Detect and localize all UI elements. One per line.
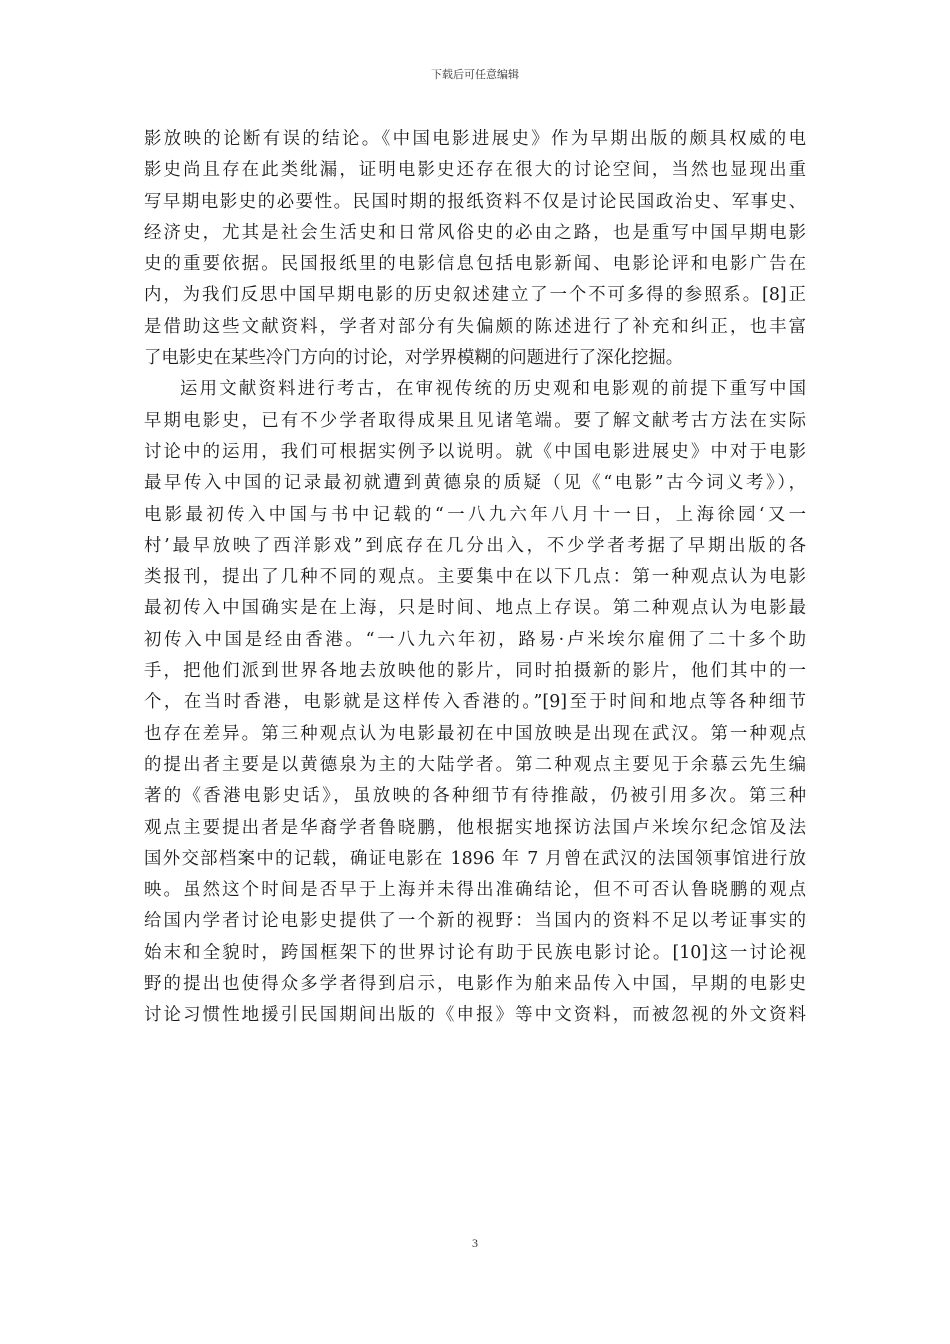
- text-line: 个，在当时香港，电影就是这样传入香港的。”[9]至于时间和地点等各种细节: [144, 692, 806, 713]
- page-header: 下载后可任意编辑: [431, 68, 519, 81]
- text-line: 的提出者主要是以黄德泉为主的大陆学者。第二种观点主要见于余慕云先生编: [144, 754, 806, 775]
- text-line: 经济史，尤其是社会生活史和日常风俗史的必由之路，也是重写中国早期电影: [144, 222, 806, 243]
- text-line: 始末和全貌时，跨国框架下的世界讨论有助于民族电影讨论。[10]这一讨论视: [144, 942, 806, 963]
- text-line: 运用文献资料进行考古，在审视传统的历史观和电影观的前提下重写中国: [180, 379, 806, 400]
- text-line: 初传入中国是经由香港。“一八九六年初，路易·卢米埃尔雇佣了二十多个助: [144, 629, 806, 650]
- text-line: 映。虽然这个时间是否早于上海并未得出准确结论，但不可否认鲁晓鹏的观点: [144, 880, 806, 901]
- text-line: 电影最初传入中国与书中记载的“一八九六年八月十一日，上海徐园‘又一: [144, 504, 806, 525]
- text-line: 史的重要依据。民国报纸里的电影信息包括电影新闻、电影论评和电影广告在: [144, 254, 806, 275]
- text-line: 讨论习惯性地援引民国期间出版的《申报》等中文资料，而被忽视的外文资料: [144, 1005, 806, 1026]
- paragraph: [144, 374, 806, 1031]
- text-line: 影史尚且存在此类纰漏，证明电影史还存在很大的讨论空间，当然也显现出重: [144, 160, 806, 181]
- text-line: 观点主要提出者是华裔学者鲁晓鹏，他根据实地探访法国卢米埃尔纪念馆及法: [144, 817, 806, 838]
- page-number: 3: [472, 1236, 478, 1250]
- text-line: 野的提出也使得众多学者得到启示，电影作为舶来品传入中国，早期的电影史: [144, 974, 806, 995]
- text-line: 讨论中的运用，我们可根据实例予以说明。就《中国电影进展史》中对于电影: [144, 441, 806, 462]
- text-line: 了电影史在某些冷门方向的讨论，对学界模糊的问题进行了深化挖掘。: [144, 348, 684, 369]
- document-body: [144, 124, 806, 1032]
- text-line: 著的《香港电影史话》，虽放映的各种细节有待推敲，仍被引用多次。第三种: [144, 786, 806, 807]
- text-line: 国外交部档案中的记载，确证电影在 1896 年 7 月曾在武汉的法国领事馆进行放: [144, 848, 806, 869]
- paragraph: [144, 124, 806, 374]
- text-line: 最初传入中国确实是在上海，只是时间、地点上存误。第二种观点认为电影最: [144, 598, 806, 619]
- text-line: 也存在差异。第三种观点认为电影最初在中国放映是出现在武汉。第一种观点: [144, 723, 806, 744]
- text-line: 早期电影史，已有不少学者取得成果且见诸笔端。要了解文献考古方法在实际: [144, 410, 806, 431]
- text-line: 影放映的论断有误的结论。《中国电影进展史》作为早期出版的颇具权威的电: [144, 129, 806, 149]
- text-line: 类报刊，提出了几种不同的观点。主要集中在以下几点：第一种观点认为电影: [144, 567, 806, 588]
- text-line: 内，为我们反思中国早期电影的历史叙述建立了一个不可多得的参照系。[8]正: [144, 285, 806, 306]
- text-line: 给国内学者讨论电影史提供了一个新的视野：当国内的资料不足以考证事实的: [144, 911, 806, 932]
- text-line: 最早传入中国的记录最初就遭到黄德泉的质疑（见《“电影”古今词义考》），: [144, 473, 806, 494]
- text-line: 村’最早放映了西洋影戏”到底存在几分出入，不少学者考据了早期出版的各: [144, 535, 806, 556]
- text-line: 写早期电影史的必要性。民国时期的报纸资料不仅是讨论民国政治史、军事史、: [144, 191, 806, 212]
- text-line: 手，把他们派到世界各地去放映他的影片，同时拍摄新的影片，他们其中的一: [144, 661, 806, 682]
- text-line: 是借助这些文献资料，学者对部分有失偏颇的陈述进行了补充和纠正，也丰富: [144, 316, 806, 337]
